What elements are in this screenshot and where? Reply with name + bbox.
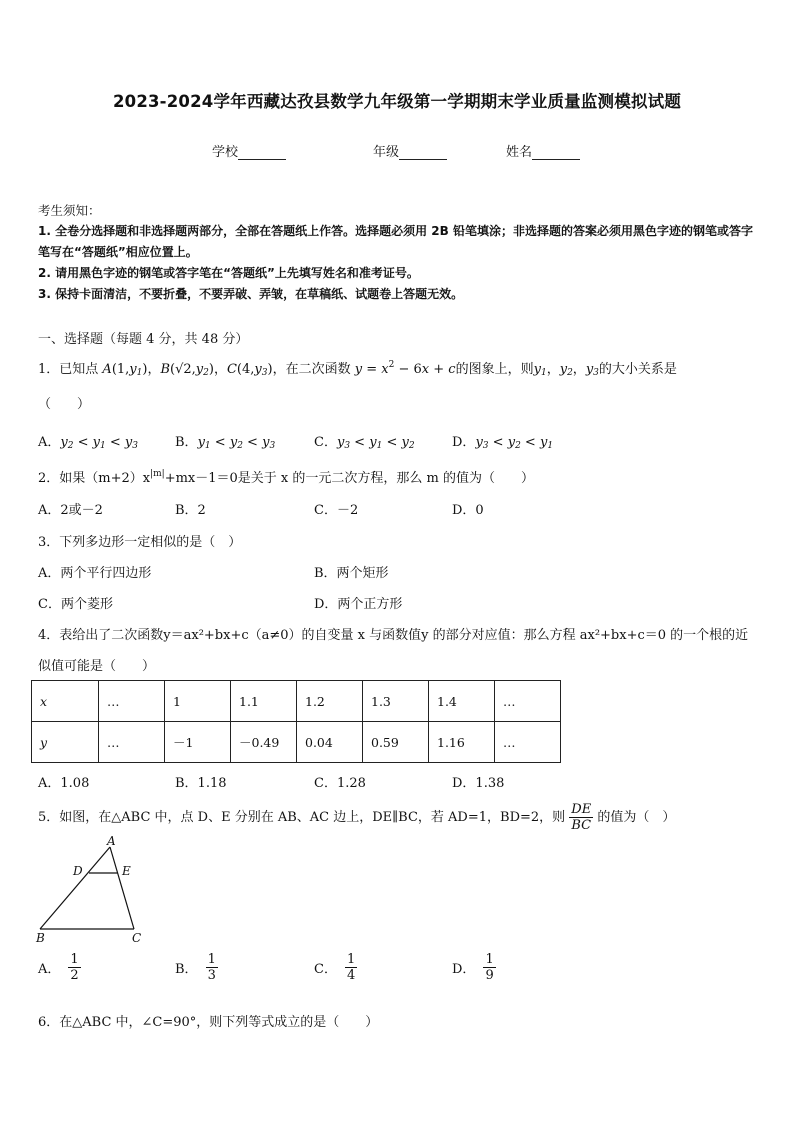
table-cell: 1.4 — [429, 681, 495, 722]
q5-option-b: B． $\frac{1}{3}$ — [175, 952, 216, 983]
school-field — [212, 141, 286, 160]
notice-item-2: 2. 请用黑色字迹的钢笔或答字笔在“答题纸”上先填写姓名和准考证号。 — [38, 266, 419, 280]
table-cell: 0.59 — [363, 722, 429, 763]
q5-option-c: C． $\frac{1}{4}$ — [314, 952, 356, 983]
table-row-x — [32, 681, 561, 722]
q1-function: y — [354, 362, 363, 377]
name-field — [506, 141, 580, 160]
q1-paren: （ ） — [38, 397, 91, 412]
triangle-figure — [30, 835, 150, 945]
name-label: 姓名 — [506, 145, 533, 160]
q4-option-b: B．1.18 — [175, 776, 227, 791]
q2-option-c: C．－2 — [314, 503, 359, 518]
q4-option-d: D．1.38 — [452, 776, 505, 791]
table-cell: 0.04 — [297, 722, 363, 763]
exam-notice — [38, 200, 758, 305]
table-cell: 1.3 — [363, 681, 429, 722]
grade-blank — [399, 147, 447, 160]
q2-option-a: A．2或－2 — [38, 503, 103, 518]
q3-option-b: B．两个矩形 — [314, 566, 389, 581]
question-5: 5．如图，在△ABC 中，点 D、E 分别在 AB、AC 边上，DE∥BC，若 AD=1，BD=2，则 $\frac{DE}{BC}$ 的值为（ ） — [38, 802, 676, 833]
table-cell: －0.49 — [231, 722, 297, 763]
q4-value-table — [31, 680, 561, 763]
question-1: 1．已知点 $A(1,y_1)$，$B(√2,y_2)$，$C(4,y_3)$，在二次函数 $y = x^2 - 6x + c$的图象上，则$y_1$，$y_2$，$y_3$的大小关系是 — [38, 360, 677, 378]
q3-option-c: C．两个菱形 — [38, 597, 113, 612]
q4-option-c: C．1.28 — [314, 776, 366, 791]
q1-option-b: B．$y_1 < y_2 < y_3$ — [175, 435, 276, 451]
table-cell: x — [32, 681, 99, 722]
q1-option-a: A．$y_2 < y_1 < y_3$ — [38, 435, 139, 451]
q3-option-a: A．两个平行四边形 — [38, 566, 152, 581]
vertex-label-c: C — [132, 931, 142, 945]
table-cell: 1 — [165, 681, 231, 722]
q5-option-d: D． $\frac{1}{9}$ — [452, 952, 494, 983]
table-cell: … — [495, 722, 561, 763]
grade-field — [373, 141, 447, 160]
q1-prefix: 1．已知点 — [38, 362, 99, 377]
table-cell: 1.2 — [297, 681, 363, 722]
q1-suffix: 的图象上，则 — [455, 362, 534, 377]
q1-option-c: C．$y_3 < y_1 < y_2$ — [314, 435, 415, 451]
q1-mid: ，在二次函数 — [272, 362, 351, 377]
question-3: 3．下列多边形一定相似的是（ ） — [38, 535, 242, 550]
question-4-line-1: 4．表给出了二次函数y＝ax²+bx+c（a≠0）的自变量 x 与函数值y 的部分对应值：那么方程 ax²+bx+c＝0 的一个根的近 — [38, 628, 749, 643]
vertex-label-b: B — [36, 931, 45, 945]
q1-points: A — [102, 362, 112, 377]
q2-option-b: B．2 — [175, 503, 206, 518]
question-2: 2．如果$(m+2)x^{|m|}+mx-1=0$是关于 x 的一元二次方程，那么 m 的值为（ ） — [38, 469, 534, 486]
q5-fraction: $\frac{DE}{BC}$ — [571, 802, 592, 833]
q2-option-d: D．0 — [452, 503, 484, 518]
notice-heading: 考生须知： — [38, 203, 101, 218]
vertex-label-d: D — [73, 864, 83, 878]
notice-item-1: 1. 全卷分选择题和非选择题两部分，全部在答题纸上作答。选择题必须用 2B 铅笔填涂；非选择题的答案必须用黑色字迹的钢笔或答字笔写在“答题纸”相应位置上。 — [38, 224, 753, 259]
vertex-label-e: E — [122, 864, 131, 878]
vertex-label-a: A — [107, 835, 116, 848]
school-blank — [238, 147, 286, 160]
q3-option-d: D．两个正方形 — [314, 597, 403, 612]
table-cell: y — [32, 722, 99, 763]
table-cell: … — [495, 681, 561, 722]
table-cell: 1.1 — [231, 681, 297, 722]
table-cell: … — [99, 681, 165, 722]
question-4-line-2: 似值可能是（ ） — [38, 659, 156, 674]
table-row-y — [32, 722, 561, 763]
q5-option-a: A． $\frac{1}{2}$ — [38, 952, 79, 983]
notice-item-3: 3. 保持卡面清洁，不要折叠，不要弄破、弄皱，在草稿纸、试题卷上答题无效。 — [38, 287, 464, 301]
page-title: 2023-2024学年西藏达孜县数学九年级第一学期期末学业质量监测模拟试题 — [112, 92, 682, 111]
name-blank — [532, 147, 580, 160]
table-cell: －1 — [165, 722, 231, 763]
section-heading: 一、选择题（每题 4 分，共 48 分） — [38, 332, 249, 347]
q1-option-d: D．$y_3 < y_2 < y_1$ — [452, 435, 554, 451]
grade-label: 年级 — [373, 145, 400, 160]
q1-tail: 的大小关系是 — [598, 362, 677, 377]
table-cell: … — [99, 722, 165, 763]
q4-option-a: A．1.08 — [38, 776, 90, 791]
school-label: 学校 — [212, 145, 239, 160]
table-cell: 1.16 — [429, 722, 495, 763]
question-6: 6．在△ABC 中，∠C=90°，则下列等式成立的是（ ） — [38, 1015, 379, 1030]
